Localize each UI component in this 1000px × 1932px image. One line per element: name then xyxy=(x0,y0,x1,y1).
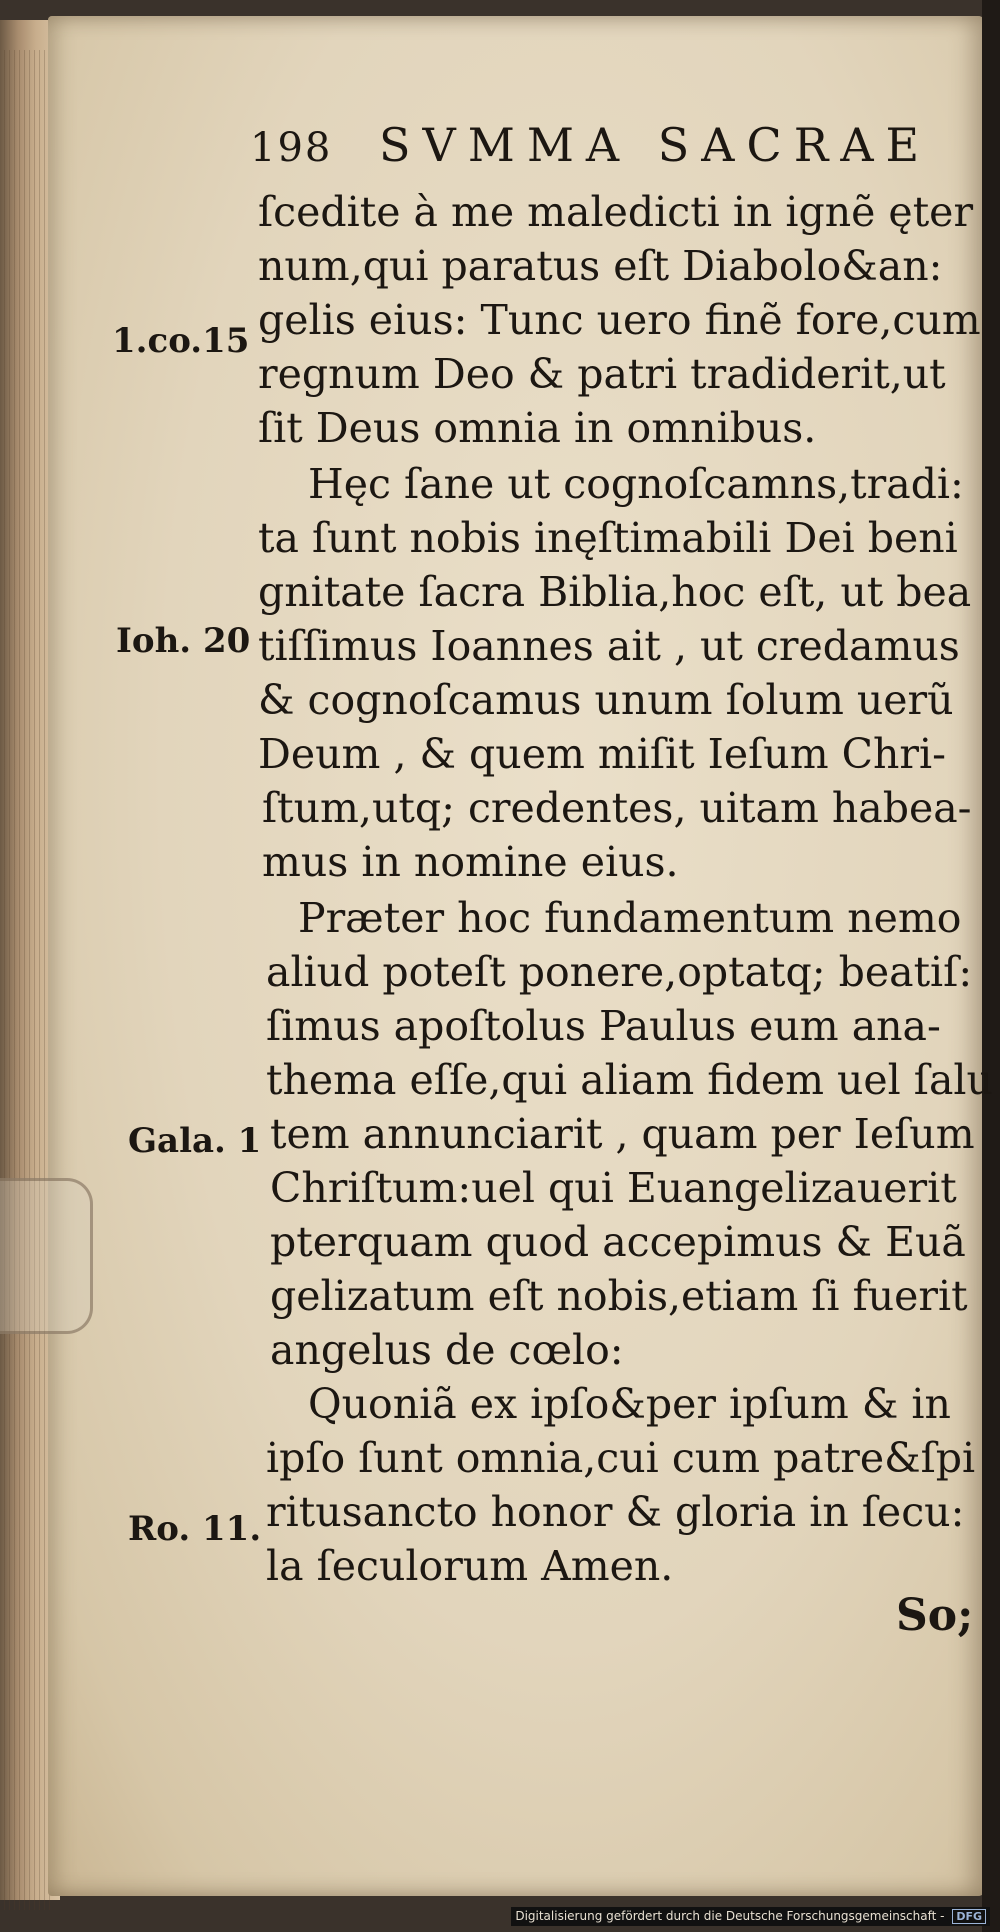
body-line: Præter hoc fundamentum nemo xyxy=(298,894,962,942)
digitization-credit xyxy=(511,1907,990,1926)
body-line: ritusancto honor & gloria in ſecu: xyxy=(266,1488,965,1536)
page-header xyxy=(250,118,932,172)
body-line: ta ſunt nobis inęſtimabili Dei beni xyxy=(258,514,958,562)
margin-note: Ro. 11. xyxy=(128,1509,262,1549)
body-line: & cognoſcamus unum ſolum uerũ xyxy=(258,676,954,724)
body-line: mus in nomine eius. xyxy=(262,838,679,886)
body-line: num,qui paratus eſt Diabolo&an: xyxy=(258,242,943,290)
body-line: la ſeculorum Amen. xyxy=(266,1542,674,1590)
page-number: 198 xyxy=(250,125,333,171)
margin-note: 1.co.15 xyxy=(112,321,250,361)
body-line: Deum , & quem miſit Ieſum Chri- xyxy=(258,730,946,778)
body-line: tem annunciarit , quam per Ieſum xyxy=(270,1110,975,1158)
credit-text: Digitalisierung gefördert durch die Deutsche Forschungsgemeinschaft - xyxy=(515,1909,945,1923)
dfg-logo: DFG xyxy=(952,1909,986,1924)
catchword: So; xyxy=(896,1590,974,1641)
body-line: aliud poteſt ponere,optatq; beatiſ: xyxy=(266,948,973,996)
body-line: ſit Deus omnia in omnibus. xyxy=(258,404,817,452)
body-line: Quoniã ex ipſo&per ipſum & in xyxy=(308,1380,951,1428)
body-line: angelus de cœlo: xyxy=(270,1326,624,1374)
body-line: ipſo ſunt omnia,cui cum patre&ſpi xyxy=(266,1434,976,1482)
body-line: Chriſtum:uel qui Euangelizauerit xyxy=(270,1164,957,1212)
body-line: gelizatum eſt nobis,etiam ſi fuerit xyxy=(270,1272,968,1320)
body-line: ſcedite à me maledicti in ignẽ ęter xyxy=(258,188,974,236)
body-line: Hęc ſane ut cognoſcamns,tradi: xyxy=(308,460,964,508)
body-line: gnitate ſacra Biblia,hoc eſt, ut bea xyxy=(258,568,972,616)
body-line: ſimus apoſtolus Paulus eum ana- xyxy=(266,1002,941,1050)
body-line: regnum Deo & patri tradiderit,ut xyxy=(258,350,946,398)
body-line: tiſſimus Ioannes ait , ut credamus xyxy=(258,622,960,670)
body-line: thema eſſe,qui aliam fidem uel ſalu xyxy=(266,1056,993,1104)
body-line: gelis eius: Tunc uero finẽ fore,cum xyxy=(258,296,981,344)
margin-note: Ioh. 20 xyxy=(116,621,251,661)
running-title: SVMMA SACRAE xyxy=(378,118,932,172)
body-line: ſtum,utq; credentes, uitam habea- xyxy=(262,784,972,832)
margin-note: Gala. 1 xyxy=(128,1121,262,1161)
body-line: pterquam quod accepimus & Euã xyxy=(270,1218,966,1266)
